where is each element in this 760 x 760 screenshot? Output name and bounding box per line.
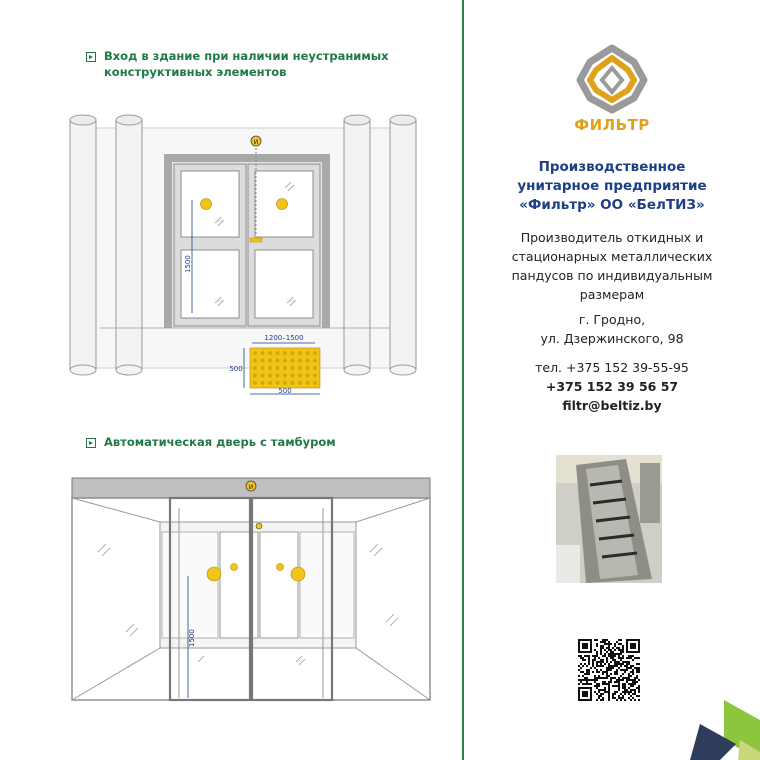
glass-panel — [255, 250, 313, 318]
tactile-dot — [261, 359, 265, 363]
dimension-1500: 1500 — [184, 255, 192, 273]
tactile-dot — [291, 366, 295, 370]
right-panel — [464, 0, 760, 760]
tactile-dot — [313, 366, 317, 370]
column-left-2 — [116, 115, 142, 375]
email-link[interactable]: filtr@beltiz.by — [562, 398, 662, 413]
tactile-dot — [298, 374, 302, 378]
contrast-marker — [207, 567, 221, 581]
sign-letter: И — [248, 484, 254, 491]
tactile-dot — [298, 359, 302, 363]
tactile-dot — [298, 351, 302, 355]
column-left-1 — [70, 115, 96, 375]
dimension-tile-width: 500 — [278, 387, 292, 395]
tactile-dot — [283, 359, 287, 363]
inner-side-panel — [300, 532, 354, 638]
tactile-dot — [253, 359, 257, 363]
tactile-dot — [253, 381, 257, 385]
tactile-dot — [313, 351, 317, 355]
company-name: Производственное унитарное предприятие «Фильтр» ОО «БелТИЗ» — [517, 159, 707, 213]
tactile-dot — [283, 351, 287, 355]
contrast-marker — [277, 199, 288, 210]
tactile-dot — [313, 381, 317, 385]
tactile-dot — [276, 366, 280, 370]
tactile-dot — [268, 381, 272, 385]
tactile-dot — [298, 366, 302, 370]
phone-1[interactable]: тел. +375 152 39-55-95 — [535, 360, 689, 375]
tactile-dot — [313, 359, 317, 363]
filtr-logo-icon — [572, 44, 652, 114]
bullet-square-icon — [86, 438, 96, 448]
sign-letter: И — [253, 139, 259, 146]
section2-heading: Автоматическая дверь с тамбуром — [88, 434, 404, 450]
tactile-dot — [261, 351, 265, 355]
tactile-dot — [276, 381, 280, 385]
qr-code-icon[interactable] — [576, 637, 642, 703]
tactile-dot — [261, 374, 265, 378]
tactile-dot — [253, 366, 257, 370]
brand-name: ФИЛЬТР — [574, 116, 650, 134]
entrance-door-illustration — [60, 108, 430, 408]
tactile-dot — [283, 374, 287, 378]
column-right-1 — [344, 115, 370, 375]
dimension-width: 1200–1500 — [264, 334, 304, 342]
tactile-dot — [253, 374, 257, 378]
tactile-dot — [253, 351, 257, 355]
tactile-dot — [291, 359, 295, 363]
tactile-dot — [283, 366, 287, 370]
tactile-dot — [291, 381, 295, 385]
tactile-dot — [306, 351, 310, 355]
tactile-dot — [276, 359, 280, 363]
tactile-dot — [291, 374, 295, 378]
contrast-marker — [291, 567, 305, 581]
tactile-dot — [268, 359, 272, 363]
dimension-1500: 1500 — [188, 629, 196, 647]
contact-info — [464, 358, 760, 415]
company-address: г. Гродно, ул. Дзержинского, 98 — [540, 312, 684, 346]
section1-heading: Вход в здание при наличии неустранимых конструктивных элементов — [88, 48, 404, 80]
company-description: Производитель откидных и стационарных металлических пандусов по индивидуальным размерам — [511, 230, 713, 302]
tactile-dot — [268, 351, 272, 355]
dimension-tile-height: 500 — [229, 365, 243, 373]
tactile-dot — [283, 381, 287, 385]
bullet-square-icon — [86, 52, 96, 62]
corner-decoration — [680, 700, 760, 760]
tactile-dot — [276, 374, 280, 378]
phone-2[interactable]: +375 152 39 56 57 — [545, 379, 679, 394]
tactile-dot — [306, 366, 310, 370]
info-sign-icon — [256, 523, 262, 529]
tactile-dot — [306, 359, 310, 363]
column-right-2 — [390, 115, 416, 375]
door-handle — [250, 238, 262, 242]
automatic-door-illustration — [70, 472, 435, 712]
contrast-marker — [231, 564, 238, 571]
contrast-marker — [201, 199, 212, 210]
tactile-tile — [250, 348, 320, 388]
tactile-dot — [261, 381, 265, 385]
tactile-dot — [298, 381, 302, 385]
contrast-marker — [277, 564, 284, 571]
tactile-dot — [291, 351, 295, 355]
tactile-dot — [306, 381, 310, 385]
tactile-dot — [306, 374, 310, 378]
tactile-dot — [268, 366, 272, 370]
tactile-dot — [313, 374, 317, 378]
tactile-dot — [268, 374, 272, 378]
tactile-dot — [261, 366, 265, 370]
ramp-photo — [556, 455, 662, 583]
tactile-dot — [276, 351, 280, 355]
inner-door-right — [260, 532, 298, 638]
